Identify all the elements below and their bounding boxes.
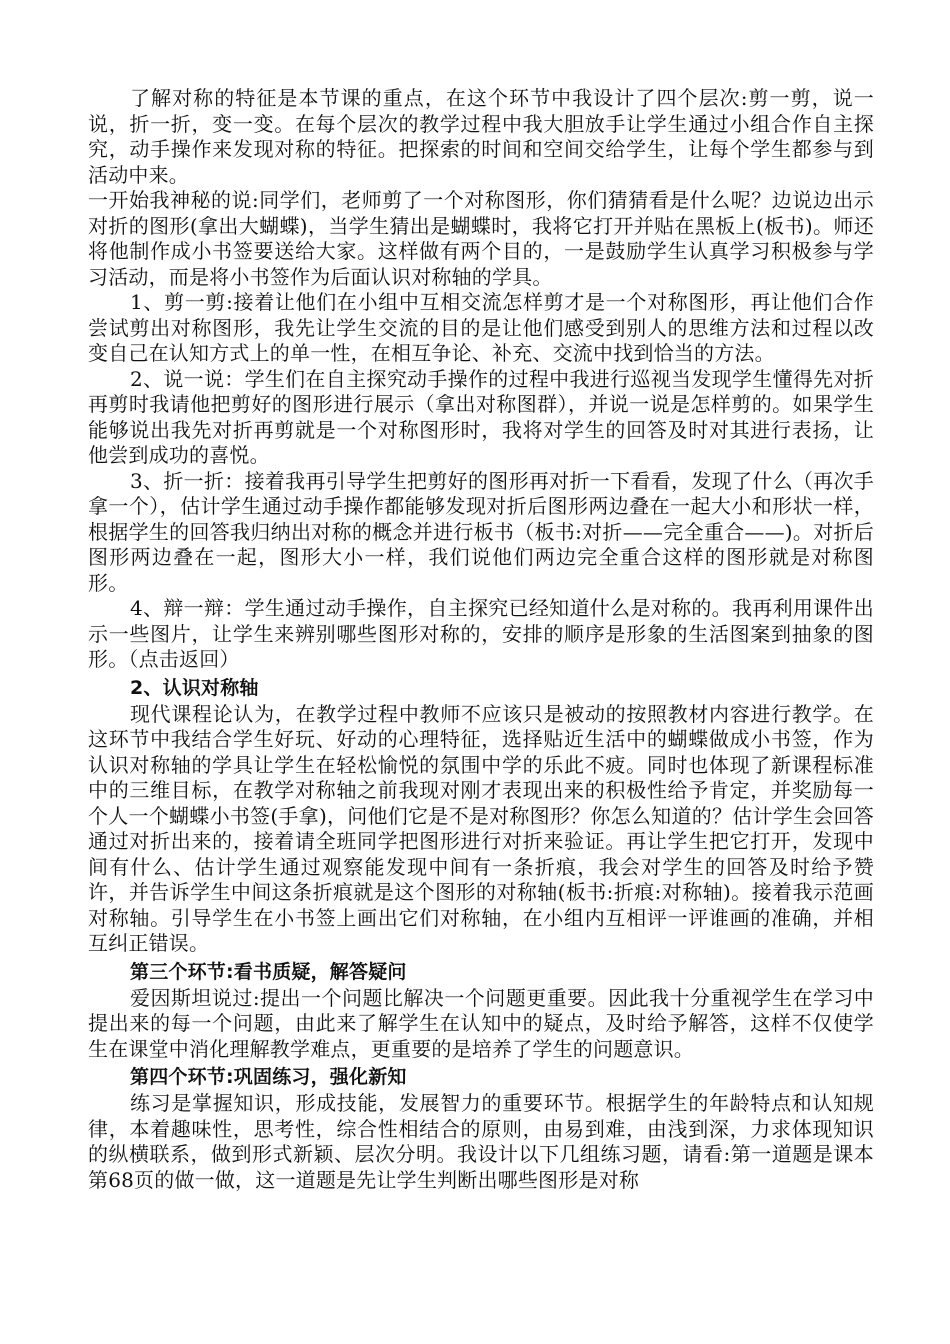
paragraph-fourth: 练习是掌握知识，形成技能，发展智力的重要环节。根据学生的年龄特点和认知规律，本着趣味性，思考性，综合性相结合的原则，由易到难，由浅到深，力求体现知识的纵横联系，做到形式新颖、层次分明。我设计以下几组练习题，请看:第一道题是课本第68页的做一做，这一道题是先让学生判断出哪些图形是对称 xyxy=(88,1091,874,1192)
paragraph-axis: 现代课程论认为，在教学过程中教师不应该只是被动的按照教材内容进行教学。在这环节中我结合学生好玩、好动的心理特征，选择贴近生活中的蝴蝶做成小书签，作为认识对称轴的学具让学生在轻松愉悦的氛围中学的乐此不疲。同时也体现了新课程标准中的三维目标，在教学对称轴之前我现对刚才表现出来的积极性给予肯定，并奖励每一个人一个蝴蝶小书签(手拿)，问他们它是不是对称图形？你怎么知道的？估计学生会回答通过对折出来的，接着请全班同学把图形进行对折来验证。再让学生把它打开，发现中间有什么、估计学生通过观察能发现中间有一条折痕，我会对学生的回答及时给予赞许，并告诉学生中间这条折痕就是这个图形的对称轴(板书:折痕:对称轴)。接着我示范画对称轴。引导学生在小书签上画出它们对称轴，在小组内互相评一评谁画的准确，并相互纠正错误。 xyxy=(88,701,874,955)
section-heading-third: 第三个环节:看书质疑，解答疑问 xyxy=(130,960,407,983)
paragraph-step-distinguish: 4、辩一辩：学生通过动手操作，自主探究已经知道什么是对称的。我再利用课件出示一些图片，让学生来辨别哪些图形对称的，安排的顺序是形象的生活图案到抽象的图形。（点击返回） xyxy=(88,596,874,671)
paragraph-step-say: 2、说一说：学生们在自主探究动手操作的过程中我进行巡视当发现学生懂得先对折再剪时我请他把剪好的图形进行展示（拿出对称图群），并说一说是怎样剪的。如果学生能够说出我先对折再剪就是一个对称图形时，我将对学生的回答及时对其进行表扬，让他尝到成功的喜悦。 xyxy=(88,366,874,467)
document-page xyxy=(88,86,874,1193)
paragraph-intro: 了解对称的特征是本节课的重点，在这个环节中我设计了四个层次:剪一剪，说一说，折一折，变一变。在每个层次的教学过程中我大胆放手让学生通过小组合作自主探究，动手操作来发现对称的特征。把探索的时间和空间交给学生，让每个学生都参与到活动中来。 xyxy=(88,86,874,187)
paragraph-opening: 一开始我神秘的说:同学们，老师剪了一个对称图形，你们猜猜看是什么呢？边说边出示对折的图形(拿出大蝴蝶)，当学生猜出是蝴蝶时，我将它打开并贴在黑板上(板书)。师还将他制作成小书签要送给大家。这样做有两个目的，一是鼓励学生认真学习积极参与学习活动，而是将小书签作为后面认识对称轴的学具。 xyxy=(88,188,874,289)
section-heading-fourth: 第四个环节:巩固练习，强化新知 xyxy=(130,1066,407,1088)
paragraph-third: 爱因斯坦说过:提出一个问题比解决一个问题更重要。因此我十分重视学生在学习中提出来的每一个问题，由此来了解学生在认知中的疑点，及时给予解答，这样不仅使学生在课堂中消化理解教学难点，更重要的是培养了学生的问题意识。 xyxy=(88,985,874,1061)
paragraph-step-fold: 3、折一折：接着我再引导学生把剪好的图形再对折一下看看，发现了什么（再次手拿一个），估计学生通过动手操作都能够发现对折后图形两边叠在一起大小和形状一样，根据学生的回答我归纳出对称的概念并进行板书（板书:对折——完全重合——)。对折后图形两边叠在一起，图形大小一样，我们说他们两边完全重合这样的图形就是对称图形。 xyxy=(88,468,874,595)
section-heading-axis: 2、认识对称轴 xyxy=(130,676,259,699)
paragraph-step-cut: 1、剪一剪:接着让他们在小组中互相交流怎样剪才是一个对称图形，再让他们合作尝试剪出对称图形，我先让学生交流的目的是让他们感受到别人的思维方法和过程以改变自己在认知方式上的单一性，在相互争论、补充、交流中找到恰当的方法。 xyxy=(88,290,874,365)
